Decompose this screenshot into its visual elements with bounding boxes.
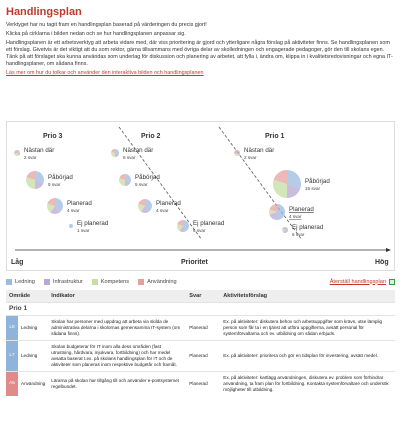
- bubble-label: Nästan där: [24, 147, 55, 154]
- bubble-label: Nästan där: [244, 147, 275, 154]
- legend-item-anvandning: [138, 279, 177, 285]
- reset-plan-label: Återställ handlingsplan: [329, 278, 386, 285]
- legend-item-ledning: [6, 279, 35, 285]
- intro-paragraph-2: Klicka på cirklarna i bilden nedan och se hur handlingsplanen anpassar sig.: [6, 31, 186, 37]
- intro-paragraph-3: Handlingsplanen är ett arbetsverktyg att arbeta vidare med, där viss prioritering är gjord och ytterligare några förslag på aktiviteter finns. Se handlingsplanen som ett förslag. Givetvis är det viktigt att du som rektor, gärna tillsammans med övriga delar av skolledningen och engagerade pedagoger, gör den till skolans egen. Tänk på att förslaget ska kunna användas som underlag för diskussion och planering av arbetet, att fylla i, ändra om, klippa in i kvalitetsredovisningar och egna IT-handlingsplaner, om sådana finns.: [6, 40, 393, 67]
- legend-swatch: [92, 279, 98, 285]
- bubble-count: 4 svar: [289, 214, 302, 219]
- legend-label: Kompetens: [100, 278, 130, 285]
- axis-title: Prioritet: [181, 259, 208, 266]
- indicator-cell: Skolan har personer med uppdrag att arbeta via skilda de administrativa delarna i skolornas gemensamma IT-system (om sådana finns).: [48, 316, 186, 341]
- indicator-code: L8: [6, 316, 18, 341]
- bubble-label: Påbörjad: [305, 178, 330, 185]
- bubble-label: Planerad: [156, 200, 181, 207]
- bubble-label: Ej planerad: [193, 220, 225, 227]
- bubble-label: Planerad: [289, 206, 314, 213]
- indicator-code: L7: [6, 341, 18, 372]
- activity-cell: Ex. på aktiviteter: kartlägg användningen, diskutera ev. problem som förhindrar användning, ta fram plan för fortbildning. Kontakta systemförvaltare och undersök möjligheter till utbildning.: [220, 372, 395, 397]
- bubble-slice: [277, 204, 285, 220]
- area-cell: Ledning: [18, 316, 48, 341]
- axis-low-label: Låg: [11, 259, 24, 266]
- intro-text: [6, 22, 397, 79]
- legend-swatch: [6, 279, 12, 285]
- read-more-link[interactable]: Läs mer om hur du tolkar och använder den interaktiva bilden och handlingsplanen: [6, 70, 204, 76]
- reset-icon: [389, 279, 395, 285]
- col-header-indicator: Indikator: [48, 290, 186, 303]
- table-row[interactable]: [6, 372, 395, 397]
- bubble-count: 5 svar: [48, 182, 61, 187]
- col-header-activity: Aktivitetsförslag: [220, 290, 395, 303]
- bubble-slice: [183, 220, 189, 232]
- answer-cell: Planerad: [186, 341, 220, 372]
- legend-swatch: [138, 279, 144, 285]
- prio-column-header: Prio 3: [43, 133, 63, 140]
- bubble-count: 6 svar: [193, 228, 206, 233]
- legend-swatch: [44, 279, 50, 285]
- bubble-label: Påbörjad: [48, 174, 73, 181]
- legend: [6, 276, 395, 287]
- bubble-label: Nästan där: [123, 147, 154, 154]
- action-plan-table: [6, 290, 395, 396]
- prio-column-header: Prio 2: [141, 133, 161, 140]
- answer-cell: Planerad: [186, 372, 220, 397]
- activity-cell: Ex. på aktiviteter: prioritera och gör en tidsplan för investering, avsätt medel.: [220, 341, 395, 372]
- reset-plan-link[interactable]: [330, 279, 395, 285]
- legend-label: Ledning: [15, 278, 35, 285]
- bubble-count: 15 svar: [305, 186, 321, 191]
- indicator-cell: Lärarna på skolan har tillgång till och använder e-postsystemet regelbundet.: [48, 372, 186, 397]
- answer-cell: Planerad: [186, 316, 220, 341]
- legend-item-kompetens: [92, 279, 129, 285]
- bubble-count: 2 svar: [244, 155, 257, 160]
- bubble-slice: [69, 224, 73, 228]
- prio-separator: [119, 127, 202, 240]
- legend-label: Användning: [147, 278, 177, 285]
- prio-label: Prio 1: [6, 303, 395, 316]
- bubble-count: 4 svar: [156, 208, 169, 213]
- activity-cell: Ex. på aktiviteter: diskutera behov och arbetsuppgifter som krävs, utse lämplig person som får ta i en tjänst att utföra uppgifterna, avsätt personal för systemförvaltarna och ev. utbildning om sådan erbjuds.: [220, 316, 395, 341]
- table-row[interactable]: [6, 316, 395, 341]
- bubble-count: 6 svar: [123, 155, 136, 160]
- table-header-row: [6, 290, 395, 303]
- col-header-area: Område: [6, 290, 48, 303]
- legend-item-infrastruktur: [44, 279, 83, 285]
- bubble-label: Planerad: [67, 200, 92, 207]
- area-cell: Användning: [18, 372, 48, 397]
- prio-group-row: [6, 303, 395, 316]
- page-title: Handlingsplan: [6, 6, 82, 18]
- indicator-cell: Skolan budgeterar för IT inom alla dess områden (fast utrustning, hårdvara, mjukvara, fortbildning) och har medel avsatta baserat t.ex. på skolans handlingsplan för IT och de aktiviteter som planeras inom respektive budgetår och framåt.: [48, 341, 186, 372]
- bubble-count: 5 svar: [135, 182, 148, 187]
- legend-label: Infrastruktur: [52, 278, 83, 285]
- bubble-count: 4 svar: [67, 208, 80, 213]
- table-row[interactable]: [6, 341, 395, 372]
- bubble-count: 6 svar: [292, 232, 305, 237]
- bubble-label: Påbörjad: [135, 174, 160, 181]
- intro-paragraph-1: Verktyget har nu tagit fram en handlingsplan baserad på värderingen du precis gjort!: [6, 22, 207, 28]
- indicator-code: A5: [6, 372, 18, 397]
- bubble-label: Ej planerad: [292, 224, 324, 231]
- prio-column-header: Prio 1: [265, 133, 285, 140]
- area-cell: Ledning: [18, 341, 48, 372]
- axis-arrow-icon: [386, 248, 391, 252]
- col-header-answer: Svar: [186, 290, 220, 303]
- priority-chart: [6, 121, 395, 271]
- bubble-count: 1 svar: [77, 228, 90, 233]
- bubble-label: Ej planerad: [77, 220, 109, 227]
- axis-high-label: Hög: [375, 259, 389, 266]
- bubble-count: 2 svar: [24, 155, 37, 160]
- priority-chart-svg: [7, 122, 394, 270]
